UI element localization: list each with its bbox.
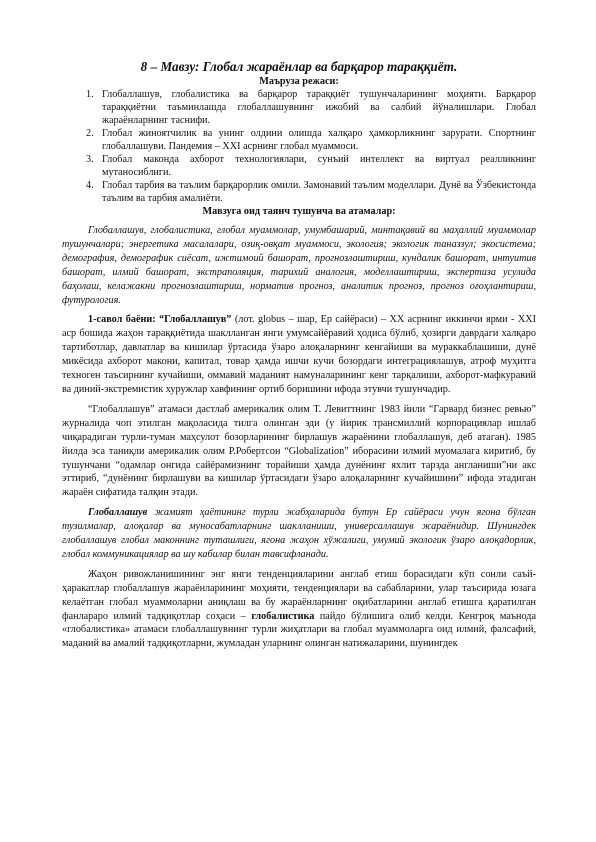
plan-item-number: 3. [86, 154, 94, 165]
globalistics-term: глобалистика [251, 610, 315, 622]
globalization-definition-text: жамият ҳаётининг турли жабҳаларида бутун Ер сайёраси учун ягона бўлган тузилмалар, алоқалар ва муносабатларнинг шаклланиши, универсаллашув жараёнидир. Шунингдек глобаллашув глобал маконнинг туташлиги, ягона жаҳон хўжалиги, умумий экологик ўзаро алоқадорлик, глобал коммуникациялар ва шу кабилар билан тавсифланади. [62, 507, 536, 560]
plan-item [62, 153, 536, 179]
page-title: 8 – Мавзу: Глобал жараёнлар ва барқарор тараққиёт. [140, 59, 458, 74]
document-body [62, 58, 536, 651]
plan-list [62, 88, 536, 205]
globalization-definition-paragraph [62, 506, 536, 562]
question-1-lead: 1-савол баёни: “Глобаллашув” [88, 314, 232, 326]
plan-item-text: Глобаллашув, глобалистика ва барқарор тараққиёт тушунчаларининг моҳияти. Барқарор тараққиётни таъминлашда глобаллашувнинг ижобий ва салбий йўналишлари. Глобал жараёнларнинг таснифи. [102, 89, 536, 126]
plan-item [62, 127, 536, 153]
globalistics-paragraph [62, 568, 536, 651]
term-origin-paragraph: “Глобаллашув” атамаси дастлаб америкалик олим Т. Левиттнинг 1983 йили “Гарвард бизнес ревью” журналида чоп этилган мақоласида тилга олинган эди (у йирик трансмиллий корпорациялар ишлаб чиқарадиган турли-туман маҳсулот бозорларининг бирлашув жараёнини глобаллашув, деб атаган). 1985 йилда эса таниқли америкалик олим Р.Робертсон “Globalization” иборасини илмий муомалага киритиб, бу тушунчани “одамлар онгида сайёрамизнинг торайиши ҳамда дунёнинг яхлит тарзда англаниши”ни акс эттириб, “дунёнинг бирлашуви ва кишилар ўртасидаги ўзаро алоқаларнинг кучайишини” ифода этадиган жараён сифатида талқин этади. [62, 403, 536, 499]
globalistics-text-before: Жаҳон ривожланишининг энг янги тенденцияларини англаб етиш борасидаги кўп сонли саъй-ҳаракатлар глобаллашув жараёнларининг моҳияти, тенденциялари ва сабабларини, улар таъсирида юзага келаётган глобал муаммоларни аниқлаш ва бу жараёнларнинг оқибатларини англаб етишга қаратилган фанлараро илмий тадқиқотлар соҳаси – [62, 568, 536, 622]
concepts-paragraph: Глобаллашув, глобалистика, глобал муаммолар, умумбашарий, минтақавий ва маҳаллий муаммолар тушунчалари; энергетика масалалари, озиқ-овқат муаммоси, экология; экологик таназзул; экосистема; демография, демографик сиёсат, ижтимоий башорат, прогнозлаштириш, кундалик башорат, интуитив башорат, илмий башорат, экстраполяция, тарихий аналогия, моделлаштириш, экспертиза усулида баҳолаш, келажакни прогнозлаштириш, норматив прогноз, аналитик прогноз, прогноз оғоҳлантириш, футурология. [62, 225, 536, 306]
question-1-text: (лот. globus – шар, Ер сайёраси) – XX асрнинг иккинчи ярми - XXI аср бошида жаҳон тараққиётида шаклланган янги умумсайёравий ҳодиса бўлиб, ҳозирги даврдаги халқаро тартиботлар, давлатлар ва кишилар ўртасида ўзаро алоқаларнинг кенгайиши ва мураккаблашиши, дунё микёсида ахборот макони, капитал, товар ҳамда ишчи кучи бозордаги интеграциялашув, атроф муҳитга техноген таъсирнинг кучайиши, оммавий маданият намуналарининг кенг тарқалиши, ахборот-мафкуравий ва диний-экстремистик хуружлар хавфининг ортиб боришини ифода этувчи тушунчадир. [62, 314, 536, 395]
plan-item [62, 179, 536, 205]
plan-item-number: 4. [86, 180, 94, 191]
plan-heading: Маъруза режаси: [259, 76, 339, 87]
question-1-paragraph [62, 313, 536, 396]
globalistics-text-after: пайдо бўлишига олиб келди. Кенгроқ маънода «глобалистика» атамаси глобаллашувнинг турли жиҳатлари ва глобал муаммоларга оид илмий, фалсафий, маданий ва амалий тадқиқотларни, жумладан уларнинг олинган натижаларини, шунингдек [62, 610, 536, 650]
concepts-heading: Мавзуга оид таянч тушунча ва атамалар: [202, 206, 396, 217]
globalization-term: Глобаллашув [88, 507, 148, 519]
plan-item-number: 1. [86, 89, 94, 100]
plan-item-number: 2. [86, 128, 94, 139]
plan-item [62, 88, 536, 127]
plan-item-text: Глобал маконда ахборот технологиялари, сунъий интеллект ва виртуал реалликнинг мутаносиблиги. [102, 154, 536, 178]
plan-item-text: Глобал жиноятчилик ва унинг олдини олишда халқаро ҳамкорликнинг зарурати. Спортнинг глобаллашуви. Пандемия – XXI асрнинг глобал муаммоси. [102, 128, 536, 152]
plan-item-text: Глобал тарбия ва таълим барқарорлик омили. Замонавий таълим моделлари. Дунё ва Ўзбекистонда таълим ва тарбия амалиёти. [102, 180, 536, 204]
